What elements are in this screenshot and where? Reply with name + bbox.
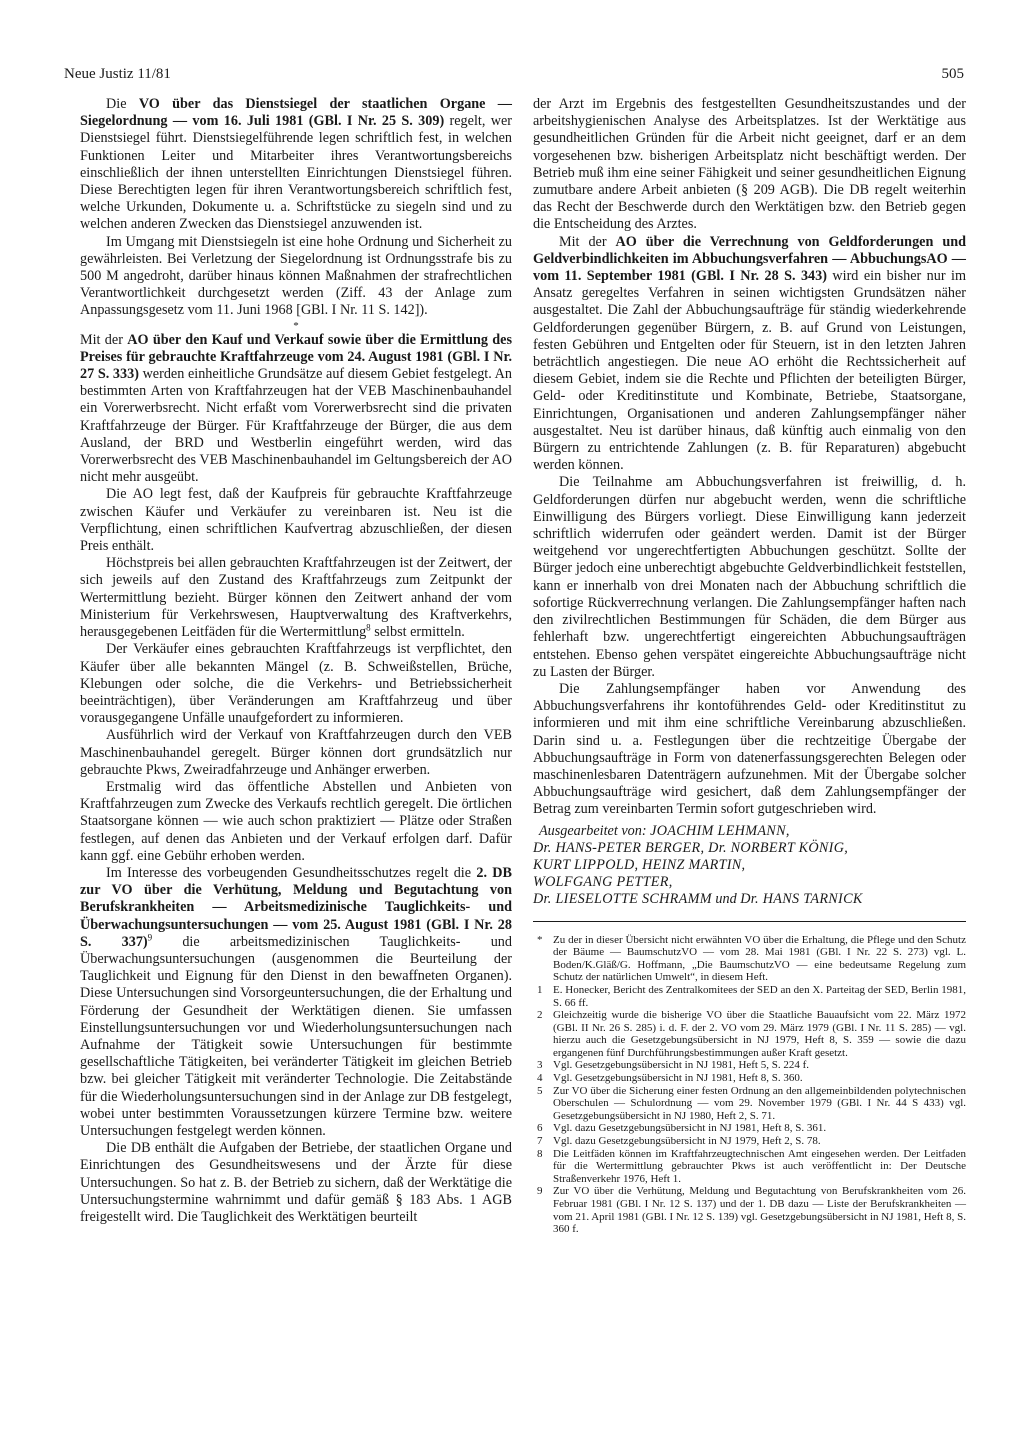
footnote-text: Die Leitfäden können im Kraftfahrzeugtechnischen Amt eingesehen werden. Der Leitfaden für die Wertermittlung gebrauchter Pkws ist auch veröffentlicht in: Der Deutsche Straßenverkehr 1976, Heft 1. bbox=[553, 1147, 966, 1185]
regulation-title: AO über den Kauf und Verkauf sowie über die Ermittlung des Preises für gebrauchte Kraftfahrzeuge vom 24. August 1981 (GBl. I Nr. 27 S. 333) bbox=[80, 331, 512, 383]
journal-title: Neue Justiz 11/81 bbox=[64, 66, 171, 82]
footnote-text: Vgl. dazu Gesetzgebungsübersicht in NJ 1979, Heft 2, S. 78. bbox=[553, 1135, 821, 1148]
paragraph: Im Umgang mit Dienstsiegeln ist eine hohe Ordnung und Sicherheit zu gewährleisten. Bei Verletzung der Siegelordnung ist Ordnungsstrafe bis zu 500 M angedroht, darüber hinaus können Maßnahmen der strafrechtlichen Verantwortlichkeit durchgesetzt werden (Ziff. 43 der Anlage zum Anpassungsgesetz vom 11. Juni 1968 [GBl. I Nr. 11 S. 142]). bbox=[80, 233, 512, 319]
paragraph: Die Zahlungsempfänger haben vor Anwendung des Abbuchungsverfahrens ihr kontoführendes Geld- oder Kreditinstitut zu informieren und mit ihm eine schriftliche Vereinbarung abzuschließen. Darin sind u. a. Festlegungen über die rechtzeitige Übergabe der Abbuchungsaufträge in Form von datenerfassungsgerechten Belegen oder maschinenlesbaren Datenträgern aufzunehmen. Mit der Übergabe solcher Abbuchungsaufträge wird gesichert, daß dem Zahlungsempfänger der Betrag zum vereinbarten Termin sofort gutgeschrieben wird. bbox=[533, 680, 966, 818]
footnote-marker: 5 bbox=[537, 1084, 543, 1097]
footnote-item bbox=[533, 1122, 966, 1135]
footnote-marker: 4 bbox=[537, 1072, 543, 1085]
paragraph: Mit der AO über den Kauf und Verkauf sowie über die Ermittlung des Preises für gebrauchte Kraftfahrzeuge vom 24. August 1981 (GBl. I Nr. 27 S. 333) werden einheitliche Grundsätze auf diesem Gebiet festgelegt. An bestimmten Arten von Kraftfahrzeugen hat der VEB Maschinenbauhandel ein Vorerwerbsrecht. Nicht erfaßt vom Vorerwerbsrecht sind die privaten Kraftfahrzeuge der Bürger. Für Kraftfahrzeuge der Bürger, die aus dem Ausland, der BRD und Westberlin eingeführt werden, wird das Vorerwerbsrecht des VEB Maschinenbauhandel im Geltungsbereich der AO nicht mehr ausgeübt. bbox=[80, 331, 512, 486]
footnote-item bbox=[533, 984, 966, 1009]
paragraph: der Arzt im Ergebnis des festgestellten Gesundheitszustandes und der arbeitshygienischen Analyse des Arbeitsplatzes. Ist der Werktätige aus gesundheitlichen Gründen für die Arbeit nicht geeignet, darf er an dem vorgesehenen bzw. bisherigen Arbeitsplatz nicht beschäftigt werden. Der Betrieb muß ihm eine seiner Fähigkeit und seiner gesundheitlichen Eignung zumutbare andere Arbeit anbieten (§ 209 AGB). Die DB regelt weiterhin das Recht der Beschwerde durch den Werktätigen bzw. den Betrieb gegen die Entscheidung des Arztes. bbox=[533, 96, 966, 233]
paragraph: Mit der AO über die Verrechnung von Geldforderungen und Geldverbindlichkeiten im Abbuchungsverfahren — AbbuchungsAO — vom 11. September 1981 (GBl. I Nr. 28 S. 343) wird ein bisher nur im Ansatz geregeltes Verfahren in seinen wichtigsten Grundsätzen näher ausgestaltet. Die Zahl der Abbuchungsaufträge für ständig wiederkehrende Geldforderungen gegenüber Bürgern, z. B. auf Grund von Leistungen, festen Gebühren und Entgelten oder für Steuern, ist in den letzten Jahren beträchtlich angestiegen. Die neue AO erhöht die Rechtssicherheit auf diesem Gebiet, indem sie die Rechte und Pflichten der beteiligten Bürger, Geld- oder Kreditinstitute und Kombinate, Betriebe, Staatsorgane, Einrichtungen, Organisationen und anderen Zahlungsempfänger näher ausgestaltet. Neu ist darüber hinaus, daß künftig auch einmalig von den Bürgern zu entrichtende Zahlungen (z. B. für Reparaturen) abgebucht werden können. bbox=[533, 233, 966, 474]
footnote-marker: 9 bbox=[537, 1185, 543, 1198]
left-column bbox=[80, 96, 512, 1226]
footnote-item bbox=[533, 1072, 966, 1085]
footnote-item bbox=[533, 1009, 966, 1059]
footnote-ref: 9 bbox=[147, 932, 153, 943]
footnote-item bbox=[533, 1185, 966, 1235]
paragraph: Erstmalig wird das öffentliche Abstellen und Anbieten von Kraftfahrzeugen zum Zwecke des Verkaufs rechtlich geregelt. Die örtlichen Staatsorgane können — wie auch schon praktiziert — Plätze oder Straßen festlegen, auf denen das Anbieten und der Verkauf erfolgen darf. Dafür kann ggf. eine Gebühr erhoben werden. bbox=[80, 778, 512, 864]
footnote-item bbox=[533, 1148, 966, 1186]
author-credits: Ausgearbeitet von: JOACHIM LEHMANN, Dr. HANS-PETER BERGER, Dr. NORBERT KÖNIG, KURT LIPPOLD, HEINZ MARTIN, WOLFGANG PETTER, Dr. LIESELOTTE SCHRAMM und Dr. HANS TARNICK bbox=[533, 822, 863, 908]
section-separator: * bbox=[293, 319, 299, 332]
regulation-title: VO über das Dienstsiegel der staatlichen Organe — Siegelordnung — vom 16. Juli 1981 (GBl. I Nr. 25 S. 309) bbox=[80, 96, 512, 130]
footnote-text: Vgl. Gesetzgebungsübersicht in NJ 1981, Heft 8, S. 360. bbox=[553, 1072, 803, 1085]
footnote-marker: 7 bbox=[537, 1135, 543, 1148]
footnote-marker: 1 bbox=[537, 983, 543, 996]
footnote-marker: 8 bbox=[537, 1147, 543, 1160]
footnote-text: E. Honecker, Bericht des Zentralkomitees der SED an den X. Parteitag der SED, Berlin 1981, S. 66 ff. bbox=[553, 983, 966, 1009]
footnote-text: Vgl. Gesetzgebungsübersicht in NJ 1981, Heft 5, S. 224 f. bbox=[553, 1059, 810, 1072]
right-column bbox=[533, 96, 966, 1236]
paragraph: Höchstpreis bei allen gebrauchten Kraftfahrzeugen ist der Zeitwert, der sich jeweils auf den Zustand des Kraftfahrzeugs zum Zeitpunkt der Wertermittlung bezieht. Bürger können den Zeitwert anhand der vom Ministerium für Verkehrswesen, Hauptverwaltung des Kraftverkehrs, herausgegebenen Leitfäden für die Wertermittlung$^8$ selbst ermitteln. bbox=[80, 555, 512, 641]
footnote-text: Zur VO über die Verhütung, Meldung und Begutachtung von Berufskrankheiten vom 26. Februar 1981 (GBl. I Nr. 12 S. 137) und der 1. DB dazu — Liste der Berufskrankheiten — vom 21. April 1981 (GBl. I Nr. 12 S. 139) vgl. Gesetzgebungsübersicht in NJ 1981, Heft 8, S. 360 f. bbox=[553, 1185, 966, 1236]
footnote-ref: 8 bbox=[366, 622, 371, 633]
paragraph: Der Verkäufer eines gebrauchten Kraftfahrzeugs ist verpflichtet, den Käufer über alle bekannten Mängel (z. B. Schweißstellen, Brüche, Klebungen oder solche, die die Verkehrs- und Betriebssicherheit beeinträchtigen), über Veränderungen am Kraftfahrzeug und über vorausgegangene Unfälle unaufgefordert zu informieren. bbox=[80, 641, 512, 727]
regulation-title: 2. DB zur VO über die Verhütung, Meldung und Begutachtung von Berufskrankheiten — Arbeitsmedizinische Tauglichkeits- und Überwachungsuntersuchungen — vom 25. August 1981 (GBl. I Nr. 28 S. 337) bbox=[80, 864, 512, 950]
paragraph: Die AO legt fest, daß der Kaufpreis für gebrauchte Kraftfahrzeuge zwischen Käufer und Verkäufer zu vereinbaren ist. Neu ist die Verpflichtung, einen schriftlichen Kaufvertrag abzuschließen, der diesen Preis enthält. bbox=[80, 486, 512, 555]
footnote-marker: 3 bbox=[537, 1059, 543, 1072]
footnote-text: Zu der in dieser Übersicht nicht erwähnten VO über die Erhaltung, die Pflege und den Schutz der Bäume — BaumschutzVO — vom 28. Mai 1981 (GBl. I Nr. 22 S. 273) vgl. L. Boden/K.Gläß/G. Hoffmann, „Die BaumschutzVO — eine bedeutsame Regelung zum Schutz der natürlichen Umwelt“, in diesem Heft. bbox=[553, 933, 966, 984]
regulation-title: AO über die Verrechnung von Geldforderungen und Geldverbindlichkeiten im Abbuchungsverfahren — AbbuchungsAO — vom 11. September 1981 (GBl. I Nr. 28 S. 343) bbox=[533, 233, 966, 285]
paragraph: Die Teilnahme am Abbuchungsverfahren ist freiwillig, d. h. Geldforderungen dürfen nur abgebucht werden, wenn die schriftliche Einwilligung des Bürgers vorliegt. Diese Einwilligung kann jederzeit schriftlich widerrufen oder geändert werden. Damit ist der Bürger weitgehend vor ungerechtfertigten Abbuchungen geschützt. Sollte der Bürger jedoch eine unberechtigt abgebuchte Geldverbindlichkeit feststellen, kann er innerhalb von drei Monaten nach der Abbuchung schriftlich die sofortige Rückverrechnung verlangen. Die Zahlungsempfänger haften nach den zivilrechtlichen Bestimmungen für Schäden, die dem Bürger aus fehlerhaft bzw. ungerechtfertigt eingereichten Abbuchungsaufträgen entstehen. Ebenso gehen verspätet eingereichte Abbuchungsaufträge nicht zu Lasten der Bürger. bbox=[533, 474, 966, 680]
footnotes bbox=[533, 934, 966, 1236]
footnote-marker: * bbox=[537, 933, 543, 946]
footnote-marker: 6 bbox=[537, 1122, 543, 1135]
footnote-text: Zur VO über die Sicherung einer festen Ordnung an den allgemeinbildenden polytechnischen Oberschulen — Schulordnung — vom 29. November 1979 (GBl. I Nr. 44 S 433) vgl. Gesetzgebungsübersicht in NJ 1980, Heft 2, S. 71. bbox=[553, 1084, 966, 1122]
paragraph: Die VO über das Dienstsiegel der staatlichen Organe — Siegelordnung — vom 16. Juli 1981 (GBl. I Nr. 25 S. 309) regelt, wer Dienstsiegel führt. Dienstsiegelführende legen schriftlich fest, in welchen Funktionen Leiter und Mitarbeiter ihres Verantwortungsbereichs einschließlich der ihnen unterstellten Einrichtungen Dienstsiegel führen. Diese Berechtigten legen für ihren Verantwortungsbereich schriftlich fest, welche Urkunden, Dokumente u. a. Schriftstücke zu siegeln sind und zu welchen anderen Zwecken das Dienstsiegel anzuwenden ist. bbox=[80, 96, 512, 233]
paragraph: Ausführlich wird der Verkauf von Kraftfahrzeugen durch den VEB Maschinenbauhandel geregelt. Bürger können dort grundsätzlich nur gebrauchte Pkws, Zweiradfahrzeuge und Anhänger erwerben. bbox=[80, 727, 512, 778]
footnote-item bbox=[533, 1085, 966, 1123]
page-number: 505 bbox=[941, 66, 964, 82]
footnote-item bbox=[533, 1135, 966, 1148]
footnote-item bbox=[533, 1059, 966, 1072]
footnote-text: Gleichzeitig wurde die bisherige VO über die Staatliche Bauaufsicht vom 22. März 1972 (GBl. II Nr. 26 S. 285) i. d. F. der 2. VO vom 29. März 1979 (GBl. I Nr. 11 S. 285) — vgl. hierzu auch die Gesetzgebungsübersicht in NJ 1979, Heft 8, S. 359 — sowie die dazu ergangenen fünf Durchführungsbestimmungen außer Kraft gesetzt. bbox=[553, 1009, 966, 1059]
footnote-marker: 2 bbox=[537, 1009, 543, 1022]
paragraph: Die DB enthält die Aufgaben der Betriebe, der staatlichen Organe und Einrichtungen des Gesundheitswesens und der Ärzte für diese Untersuchungen. So hat z. B. der Betrieb zu sichern, daß der Werktätige die Untersuchungstermine wahrnimmt und dafür gemäß § 183 Abs. 1 AGB freigestellt wird. Die Tauglichkeit des Werktätigen beurteilt bbox=[80, 1140, 512, 1225]
footnote-text: Vgl. dazu Gesetzgebungsübersicht in NJ 1981, Heft 8, S. 361. bbox=[553, 1122, 827, 1135]
paragraph: Im Interesse des vorbeugenden Gesundheitsschutzes regelt die 2. DB zur VO über die Verhütung, Meldung und Begutachtung von Berufskrankheiten — Arbeitsmedizinische Tauglichkeits- und Überwachungsuntersuchungen — vom 25. August 1981 (GBl. I Nr. 28 S. 337)$^9$ die arbeitsmedizinischen Tauglichkeits- und Überwachungsuntersuchungen (ausgenommen die Beurteilung der Tauglichkeit und Eignung für den Dienst in den bewaffneten Organen). Diese Untersuchungen sind Vorsorgeuntersuchungen, die der Erhaltung und Förderung der Gesundheit der Werktätigen dienen. Sie umfassen Einstellungsuntersuchungen vor und Wiederholungsuntersuchungen nach Aufnahme der Tätigkeit sowie Untersuchungen für bestimmte gesellschaftliche Tätigkeiten, bei veränderter Tätigkeit im gleichen Betrieb bzw. bei gleicher Tätigkeit mit veränderter Technologie. Die Zeitabstände für die Wiederholungsuntersuchungen sind in der Anlage zur DB festgelegt, wobei unter bestimmten Voraussetzungen kürzere Termine bzw. weitere Untersuchungen festgelegt werden können. bbox=[80, 864, 512, 1139]
footnote-divider bbox=[533, 921, 966, 922]
running-header bbox=[64, 66, 964, 88]
footnote-item bbox=[533, 934, 966, 984]
